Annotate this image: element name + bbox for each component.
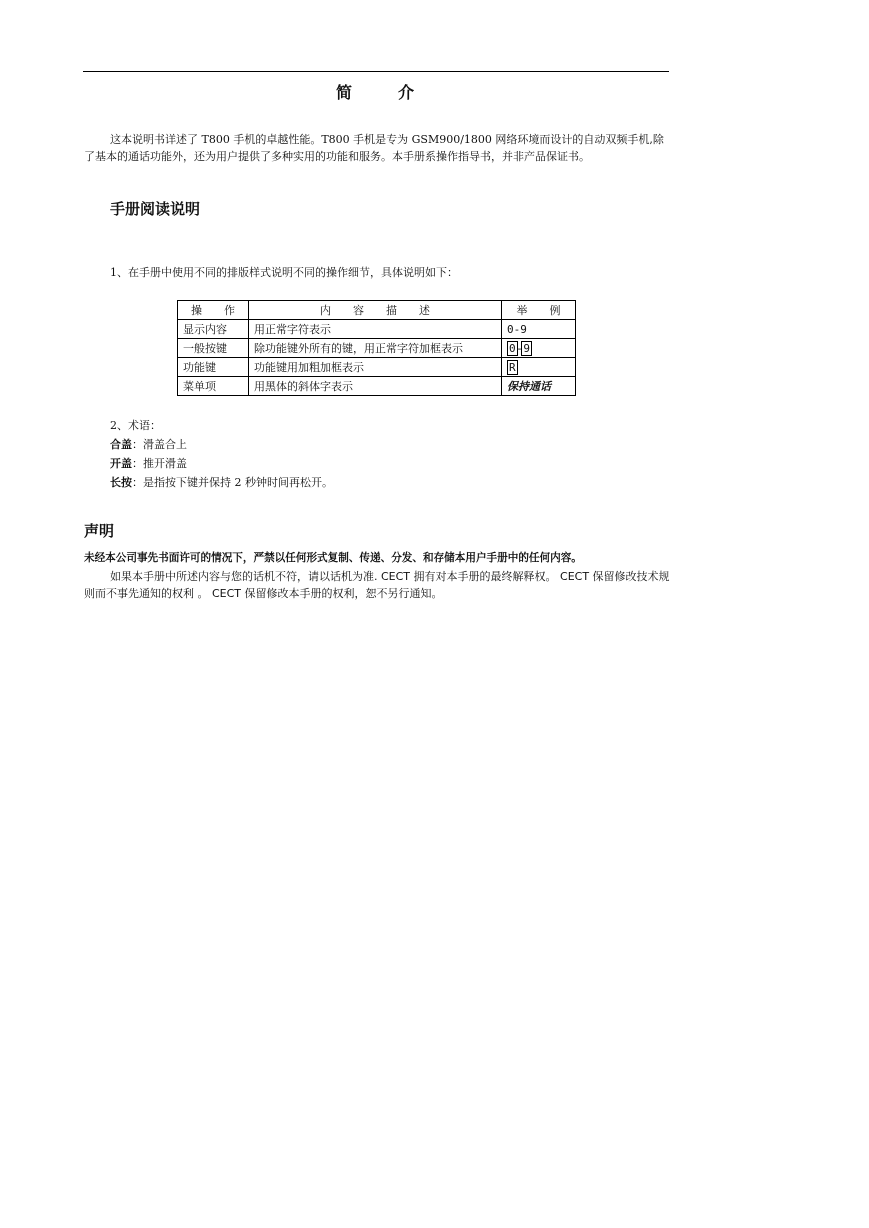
table-row [178,339,576,358]
term-sep: ： [132,476,143,489]
statement-line-2: 如果本手册中所述内容与您的话机不符，请以话机为准. CECT 拥有对本手册的最终解释权。 CECT 保留修改技术规则而不事先通知的权利 。 CECT 保留修改本手册的权利，恕不另行通知。 [84,570,670,600]
cell-example [502,377,576,396]
reading-guide-heading: 手册阅读说明 [110,200,201,218]
page-title [83,80,669,103]
title-char-left: 简 [335,83,354,102]
cell-description: 用正常字符表示 [249,320,502,339]
key-sample-b: 9 [523,341,530,355]
table-row [178,320,576,339]
term-line [110,474,333,491]
term-definition: 是指按下键并保持 2 秒钟时间再松开。 [143,476,333,489]
key-sample-a: 0 [509,341,516,355]
header-description: 内 容 描 述 [249,301,502,320]
statement-heading: 声明 [84,522,115,540]
header-rule [83,71,669,72]
term-definition: 推开滑盖 [143,457,187,470]
term-sep: ： [132,457,143,470]
cell-operation: 显示内容 [178,320,249,339]
term-label: 长按 [110,476,132,489]
cell-operation: 功能键 [178,358,249,377]
table-row [178,377,576,396]
key-sample-sep: - [517,341,522,355]
cell-example [502,339,576,358]
menu-item-sample: 保持通话 [507,380,551,393]
function-key-sample: R [509,360,516,374]
guide-item-2: 2、术语： [110,419,161,432]
term-line [110,436,187,453]
term-label: 合盖 [110,438,132,451]
statement-line-1: 未经本公司事先书面许可的情况下，严禁以任何形式复制、传递、分发、和存储本用户手册中的任何内容。 [84,552,582,564]
cell-description: 用黑体的斜体字表示 [249,377,502,396]
term-label: 开盖 [110,457,132,470]
cell-description: 功能键用加粗加框表示 [249,358,502,377]
guide-item-1: 1、在手册中使用不同的排版样式说明不同的操作细节，具体说明如下： [110,266,458,279]
table-row [178,358,576,377]
intro-paragraph: 这本说明书详述了 T800 手机的卓越性能。T800 手机是专为 GSM900/1800 网络环境而设计的自动双频手机,除了基本的通话功能外，还为用户提供了多种实用的功能和服务。本手册系操作指导书，并非产品保证书。 [84,133,664,163]
cell-description: 除功能键外所有的键，用正常字符加框表示 [249,339,502,358]
table-header-row [178,301,576,320]
header-operation: 操 作 [178,301,249,320]
title-char-right: 介 [398,83,417,102]
term-sep: ： [132,438,143,451]
cell-example: 0-9 [502,320,576,339]
style-legend-table [177,300,576,396]
cell-example [502,358,576,377]
cell-operation: 一般按键 [178,339,249,358]
term-line [110,455,187,472]
cell-operation: 菜单项 [178,377,249,396]
header-example: 举 例 [502,301,576,320]
term-definition: 滑盖合上 [143,438,187,451]
